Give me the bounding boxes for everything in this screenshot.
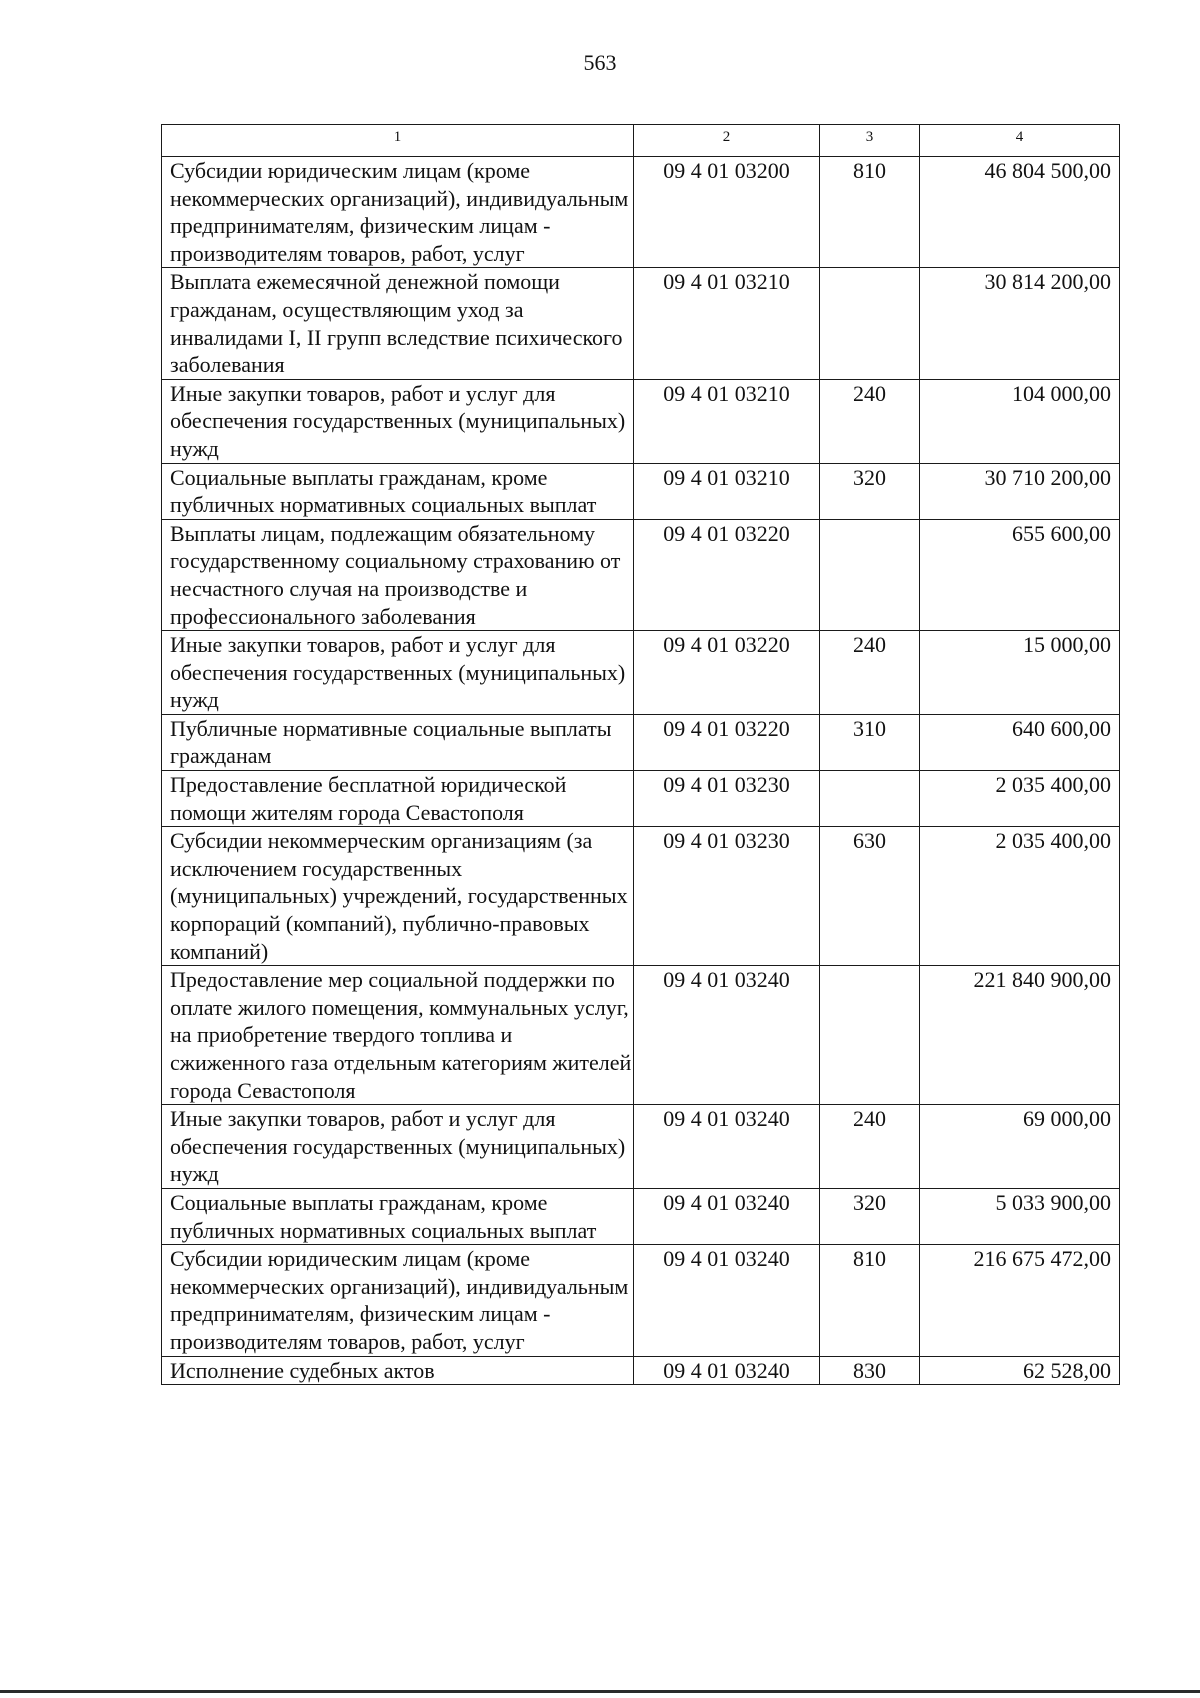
table-row (162, 714, 1120, 770)
cell-kcsr: 09 4 01 03240 (634, 1356, 820, 1385)
table-row (162, 379, 1120, 463)
cell-sum: 640 600,00 (920, 714, 1120, 770)
cell-sum: 30 710 200,00 (920, 463, 1120, 519)
cell-kcsr: 09 4 01 03230 (634, 771, 820, 827)
cell-description: Социальные выплаты гражданам, кроме публичных нормативных социальных выплат (162, 1188, 634, 1244)
table-row (162, 1245, 1120, 1356)
table-row (162, 463, 1120, 519)
cell-kcsr: 09 4 01 03210 (634, 379, 820, 463)
cell-kvr (820, 966, 920, 1105)
cell-sum: 62 528,00 (920, 1356, 1120, 1385)
cell-description: Социальные выплаты гражданам, кроме публичных нормативных социальных выплат (162, 463, 634, 519)
cell-description: Иные закупки товаров, работ и услуг для обеспечения государственных (муниципальных) нужд (162, 379, 634, 463)
column-header-kvr: 3 (820, 125, 920, 157)
cell-description: Выплаты лицам, подлежащим обязательному государственному социальному страхованию от несчастного случая на производстве и профессионального заболевания (162, 519, 634, 630)
cell-kcsr: 09 4 01 03230 (634, 827, 820, 966)
cell-sum: 216 675 472,00 (920, 1245, 1120, 1356)
column-header-sum: 4 (920, 125, 1120, 157)
cell-description: Исполнение судебных актов (162, 1356, 634, 1385)
cell-kcsr: 09 4 01 03220 (634, 714, 820, 770)
cell-sum: 221 840 900,00 (920, 966, 1120, 1105)
table-row (162, 519, 1120, 630)
column-header-description: 1 (162, 125, 634, 157)
table-row (162, 966, 1120, 1105)
cell-description: Иные закупки товаров, работ и услуг для обеспечения государственных (муниципальных) нужд (162, 631, 634, 715)
cell-kvr: 240 (820, 631, 920, 715)
table-row (162, 1188, 1120, 1244)
cell-kvr: 810 (820, 1245, 920, 1356)
cell-description: Субсидии юридическим лицам (кроме некоммерческих организаций), индивидуальным предпринимателям, физическим лицам - производителям товаров, работ, услуг (162, 1245, 634, 1356)
table-row (162, 771, 1120, 827)
table-row (162, 631, 1120, 715)
cell-kcsr: 09 4 01 03240 (634, 1105, 820, 1189)
cell-kcsr: 09 4 01 03210 (634, 463, 820, 519)
cell-kcsr: 09 4 01 03240 (634, 966, 820, 1105)
cell-kvr (820, 519, 920, 630)
cell-kvr: 310 (820, 714, 920, 770)
cell-sum: 46 804 500,00 (920, 157, 1120, 268)
cell-kvr: 630 (820, 827, 920, 966)
cell-description: Субсидии юридическим лицам (кроме некоммерческих организаций), индивидуальным предпринимателям, физическим лицам - производителям товаров, работ, услуг (162, 157, 634, 268)
cell-description: Публичные нормативные социальные выплаты гражданам (162, 714, 634, 770)
cell-kvr: 240 (820, 1105, 920, 1189)
cell-description: Иные закупки товаров, работ и услуг для обеспечения государственных (муниципальных) нужд (162, 1105, 634, 1189)
cell-kvr: 810 (820, 157, 920, 268)
cell-sum: 104 000,00 (920, 379, 1120, 463)
table-header-row (162, 125, 1120, 157)
cell-kcsr: 09 4 01 03240 (634, 1245, 820, 1356)
cell-sum: 2 035 400,00 (920, 827, 1120, 966)
column-header-kcsr: 2 (634, 125, 820, 157)
cell-sum: 30 814 200,00 (920, 268, 1120, 379)
cell-kvr (820, 771, 920, 827)
cell-sum: 69 000,00 (920, 1105, 1120, 1189)
table-row (162, 1105, 1120, 1189)
page-bottom-rule (0, 1690, 1200, 1693)
cell-sum: 655 600,00 (920, 519, 1120, 630)
cell-kvr: 320 (820, 463, 920, 519)
cell-kcsr: 09 4 01 03210 (634, 268, 820, 379)
cell-description: Субсидии некоммерческим организациям (за исключением государственных (муниципальных) учреждений, государственных корпораций (компаний), публично-правовых компаний) (162, 827, 634, 966)
cell-sum: 2 035 400,00 (920, 771, 1120, 827)
cell-sum: 5 033 900,00 (920, 1188, 1120, 1244)
page-number: 563 (583, 50, 617, 75)
table-row (162, 157, 1120, 268)
budget-table (161, 124, 1120, 1385)
cell-kcsr: 09 4 01 03220 (634, 631, 820, 715)
cell-kvr: 830 (820, 1356, 920, 1385)
cell-kvr: 240 (820, 379, 920, 463)
cell-kcsr: 09 4 01 03240 (634, 1188, 820, 1244)
table-row (162, 827, 1120, 966)
cell-description: Предоставление мер социальной поддержки по оплате жилого помещения, коммунальных услуг, на приобретение твердого топлива и сжиженного газа отдельным категориям жителей города Севастополя (162, 966, 634, 1105)
cell-kvr: 320 (820, 1188, 920, 1244)
table-body (162, 157, 1120, 1385)
cell-sum: 15 000,00 (920, 631, 1120, 715)
table-row (162, 268, 1120, 379)
cell-kvr (820, 268, 920, 379)
cell-kcsr: 09 4 01 03200 (634, 157, 820, 268)
cell-kcsr: 09 4 01 03220 (634, 519, 820, 630)
table-row (162, 1356, 1120, 1385)
cell-description: Выплата ежемесячной денежной помощи гражданам, осуществляющим уход за инвалидами I, II групп вследствие психического заболевания (162, 268, 634, 379)
cell-description: Предоставление бесплатной юридической помощи жителям города Севастополя (162, 771, 634, 827)
